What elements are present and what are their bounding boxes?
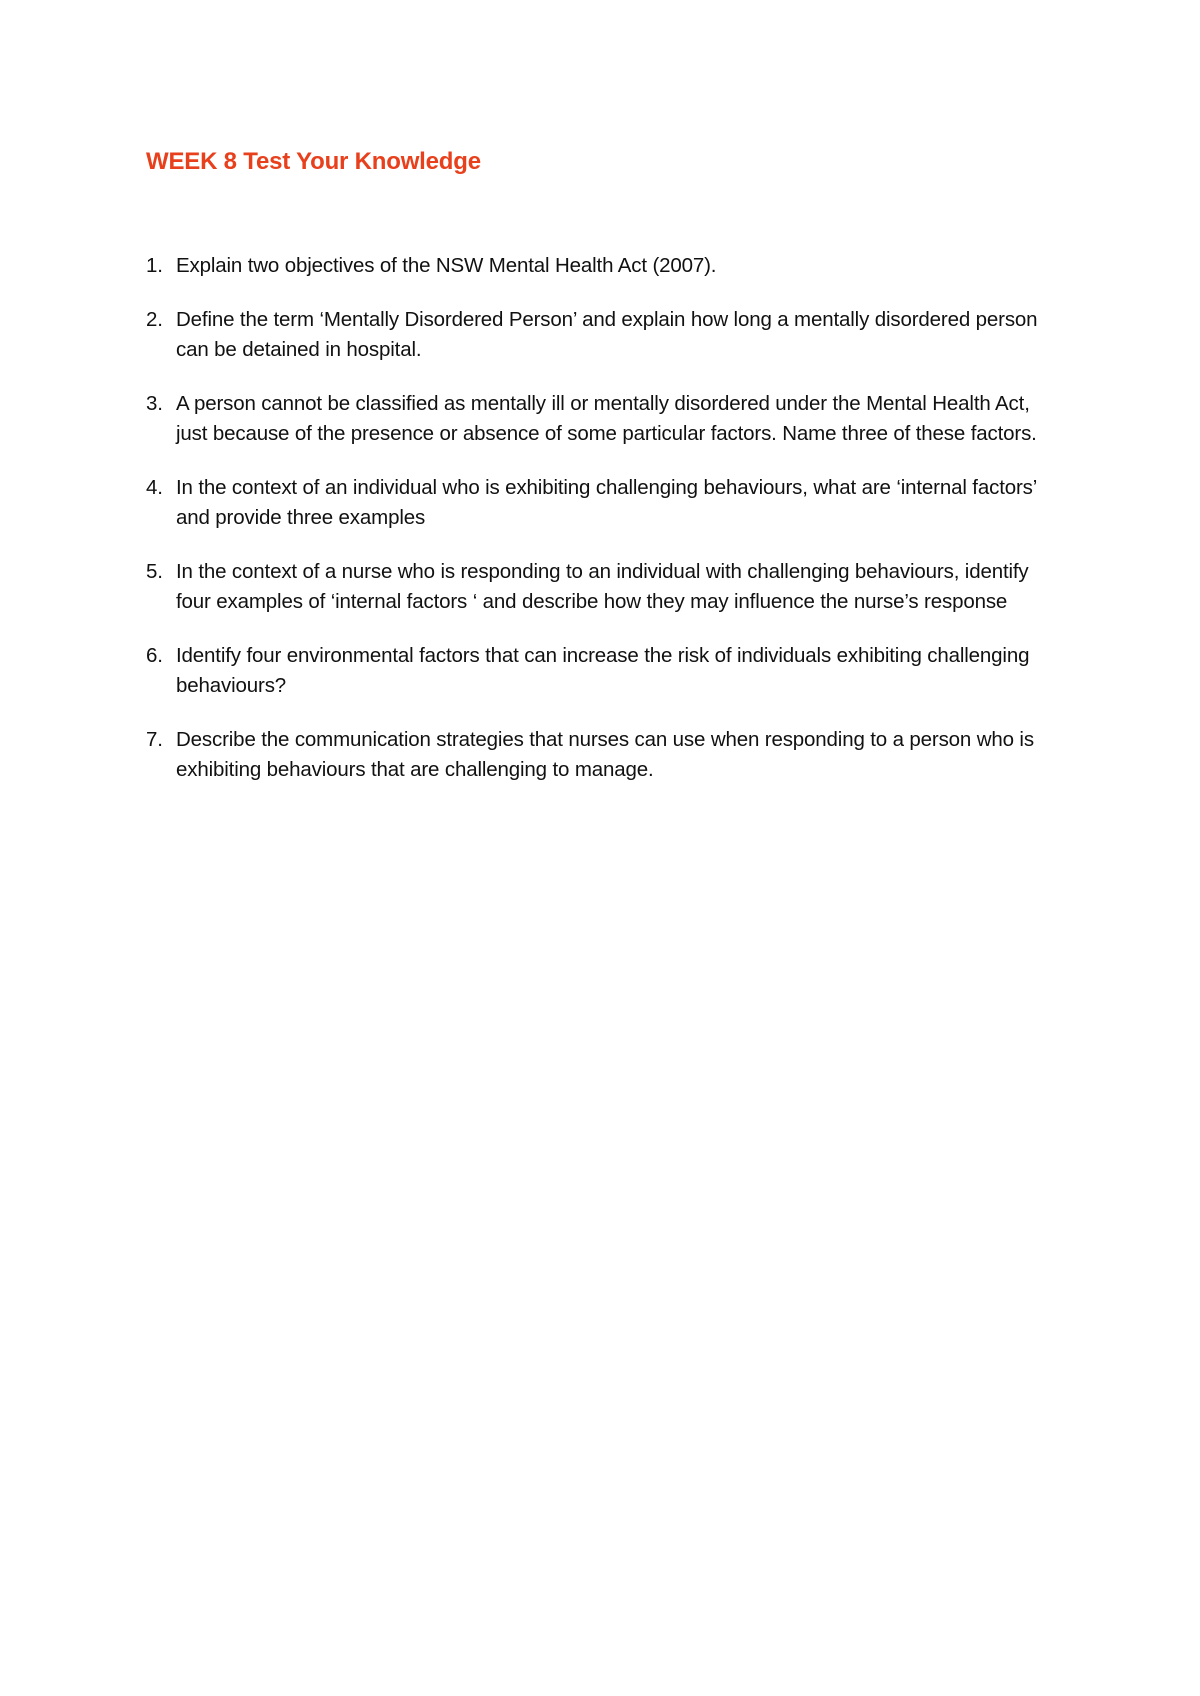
document-title: WEEK 8 Test Your Knowledge [146, 148, 481, 175]
question-text: In the context of a nurse who is responding to an individual with challenging behaviours, identify four examples of ‘internal factors ‘ and describe how they may influence the nurse’s response [176, 560, 1029, 613]
question-item-5 [146, 557, 1046, 617]
question-number: 6. [146, 644, 163, 667]
question-number: 1. [146, 254, 163, 277]
question-number: 4. [146, 476, 163, 499]
question-item-7 [146, 725, 1046, 785]
question-text: Define the term ‘Mentally Disordered Person’ and explain how long a mentally disordered person can be detained in hospital. [176, 308, 1038, 361]
question-text: Identify four environmental factors that can increase the risk of individuals exhibiting challenging behaviours? [176, 644, 1030, 697]
question-item-1 [146, 251, 1046, 281]
question-text: A person cannot be classified as mentally ill or mentally disordered under the Mental Health Act, just because of the presence or absence of some particular factors. Name three of these factors. [176, 392, 1037, 445]
question-text: Describe the communication strategies that nurses can use when responding to a person who is exhibiting behaviours that are challenging to manage. [176, 728, 1034, 781]
question-number: 5. [146, 560, 163, 583]
question-item-6 [146, 641, 1046, 701]
question-text: Explain two objectives of the NSW Mental Health Act (2007). [176, 254, 717, 277]
question-list [146, 251, 1046, 809]
question-item-4 [146, 473, 1046, 533]
question-item-2 [146, 305, 1046, 365]
question-number: 3. [146, 392, 163, 415]
question-number: 2. [146, 308, 163, 331]
question-item-3 [146, 389, 1046, 449]
question-number: 7. [146, 728, 163, 751]
question-text: In the context of an individual who is exhibiting challenging behaviours, what are ‘internal factors’ and provide three examples [176, 476, 1037, 529]
